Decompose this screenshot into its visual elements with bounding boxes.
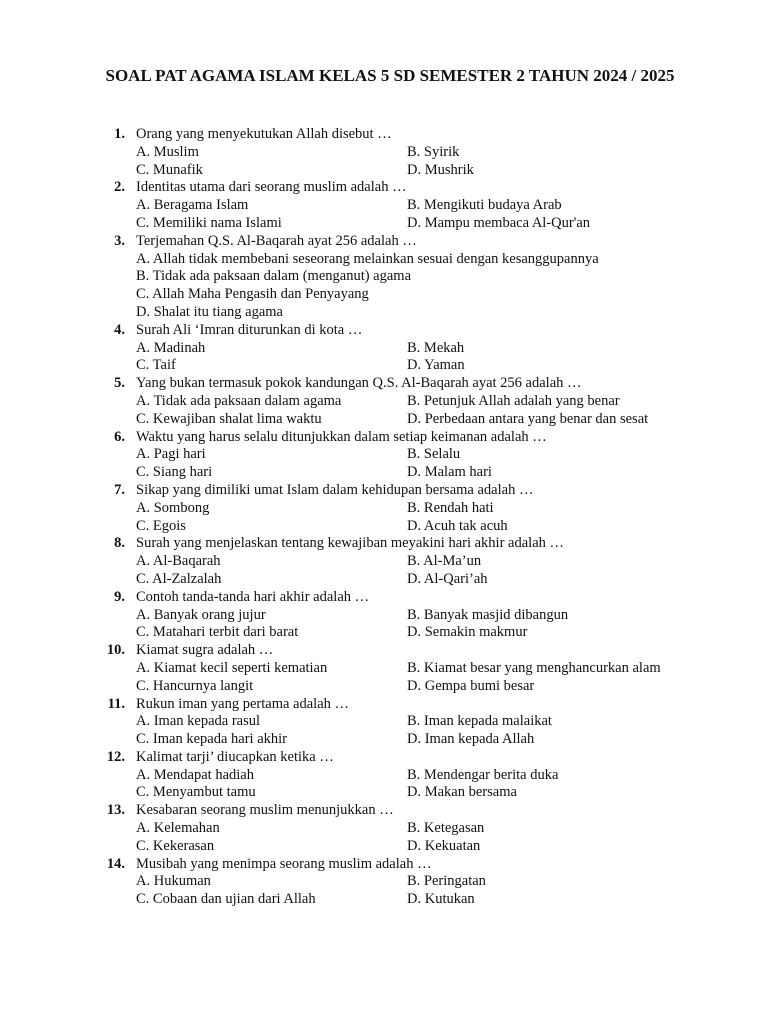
answer-option: D. Iman kepada Allah bbox=[407, 731, 535, 748]
question-text: Surah Ali ‘Imran diturunkan di kota … bbox=[136, 321, 363, 338]
question-stem bbox=[0, 179, 768, 197]
question-item bbox=[0, 322, 768, 375]
question-stem bbox=[0, 482, 768, 500]
question-number: 12. bbox=[106, 748, 125, 765]
question-stem bbox=[0, 696, 768, 714]
answer-option: B. Mekah bbox=[407, 339, 465, 356]
answer-option: D. Makan bersama bbox=[407, 784, 517, 801]
answer-options bbox=[0, 197, 768, 233]
answer-option: A. Al-Baqarah bbox=[136, 553, 221, 570]
answer-options bbox=[0, 767, 768, 803]
answer-option: B. Selalu bbox=[407, 446, 461, 463]
answer-option: A. Allah tidak membebani seseorang melainkan sesuai dengan kesanggupannya bbox=[136, 250, 599, 267]
answer-option: A. Pagi hari bbox=[136, 446, 206, 463]
answer-option: A. Iman kepada rasul bbox=[136, 713, 261, 730]
question-item bbox=[0, 535, 768, 588]
answer-option: B. Banyak masjid dibangun bbox=[407, 606, 569, 623]
question-text: Terjemahan Q.S. Al-Baqarah ayat 256 adalah … bbox=[136, 232, 417, 249]
question-item bbox=[0, 429, 768, 482]
answer-option: C. Kewajiban shalat lima waktu bbox=[136, 410, 322, 427]
question-text: Surah yang menjelaskan tentang kewajiban meyakini hari akhir adalah … bbox=[136, 535, 565, 552]
question-list bbox=[0, 126, 768, 909]
answer-option: A. Hukuman bbox=[136, 873, 211, 890]
answer-options bbox=[0, 873, 768, 909]
answer-option: D. Kutukan bbox=[407, 891, 475, 908]
answer-option: D. Mampu membaca Al-Qur'an bbox=[407, 214, 591, 231]
answer-options bbox=[0, 713, 768, 749]
question-number: 8. bbox=[114, 535, 125, 552]
answer-option: D. Kekuatan bbox=[407, 837, 481, 854]
answer-option: A. Banyak orang jujur bbox=[136, 606, 266, 623]
question-stem bbox=[0, 856, 768, 874]
answer-option: D. Perbedaan antara yang benar dan sesat bbox=[407, 410, 649, 427]
question-number: 9. bbox=[114, 588, 125, 605]
answer-option: D. Semakin makmur bbox=[407, 624, 528, 641]
question-text: Kesabaran seorang muslim menunjukkan … bbox=[136, 802, 394, 819]
answer-option: C. Taif bbox=[136, 357, 176, 374]
answer-options bbox=[0, 251, 768, 322]
answer-option: B. Kiamat besar yang menghancurkan alam bbox=[407, 659, 661, 676]
answer-options bbox=[0, 500, 768, 536]
question-stem bbox=[0, 535, 768, 553]
question-item bbox=[0, 375, 768, 428]
answer-option: C. Cobaan dan ujian dari Allah bbox=[136, 891, 316, 908]
question-item bbox=[0, 233, 768, 322]
answer-option: D. Al-Qari’ah bbox=[407, 570, 488, 587]
question-item bbox=[0, 589, 768, 642]
answer-option: C. Siang hari bbox=[136, 464, 213, 481]
question-stem bbox=[0, 126, 768, 144]
answer-option: D. Yaman bbox=[407, 357, 465, 374]
question-stem bbox=[0, 749, 768, 767]
answer-options bbox=[0, 144, 768, 180]
answer-option: C. Allah Maha Pengasih dan Penyayang bbox=[136, 286, 369, 303]
question-item bbox=[0, 179, 768, 232]
answer-option: B. Tidak ada paksaan dalam (menganut) agama bbox=[136, 268, 412, 285]
answer-option: C. Kekerasan bbox=[136, 837, 215, 854]
question-stem bbox=[0, 642, 768, 660]
answer-option: A. Sombong bbox=[136, 499, 210, 516]
question-number: 5. bbox=[114, 375, 125, 392]
answer-option: B. Rendah hati bbox=[407, 499, 494, 516]
answer-option: C. Al-Zalzalah bbox=[136, 570, 222, 587]
answer-option: C. Menyambut tamu bbox=[136, 784, 256, 801]
answer-options bbox=[0, 820, 768, 856]
question-number: 7. bbox=[114, 481, 125, 498]
question-number: 1. bbox=[114, 126, 125, 142]
page-title: SOAL PAT AGAMA ISLAM KELAS 5 SD SEMESTER 2 TAHUN 2024 / 2025 bbox=[105, 66, 675, 85]
answer-options bbox=[0, 607, 768, 643]
question-number: 13. bbox=[106, 802, 125, 819]
question-stem bbox=[0, 589, 768, 607]
question-item bbox=[0, 802, 768, 855]
answer-option: B. Petunjuk Allah adalah yang benar bbox=[407, 392, 620, 409]
answer-option: D. Shalat itu tiang agama bbox=[136, 303, 283, 320]
answer-option: C. Egois bbox=[136, 517, 186, 534]
answer-option: A. Mendapat hadiah bbox=[136, 766, 254, 783]
question-text: Kiamat sugra adalah … bbox=[136, 642, 274, 659]
question-text: Waktu yang harus selalu ditunjukkan dalam setiap keimanan adalah … bbox=[136, 428, 547, 445]
question-text: Rukun iman yang pertama adalah … bbox=[136, 695, 350, 712]
question-stem bbox=[0, 802, 768, 820]
question-number: 2. bbox=[114, 179, 125, 196]
answer-option: A. Kelemahan bbox=[136, 820, 220, 837]
answer-option: D. Malam hari bbox=[407, 464, 492, 481]
question-text: Contoh tanda-tanda hari akhir adalah … bbox=[136, 588, 370, 605]
answer-option: A. Madinah bbox=[136, 339, 206, 356]
question-item bbox=[0, 126, 768, 179]
answer-option: C. Matahari terbit dari barat bbox=[136, 624, 299, 641]
answer-option: C. Iman kepada hari akhir bbox=[136, 731, 287, 748]
answer-option: B. Mendengar berita duka bbox=[407, 766, 559, 783]
answer-option: C. Memiliki nama Islami bbox=[136, 214, 282, 231]
answer-option: B. Syirik bbox=[407, 143, 460, 160]
answer-options bbox=[0, 660, 768, 696]
answer-options bbox=[0, 340, 768, 376]
question-text: Identitas utama dari seorang muslim adalah … bbox=[136, 179, 407, 196]
question-item bbox=[0, 696, 768, 749]
question-stem bbox=[0, 429, 768, 447]
question-text: Orang yang menyekutukan Allah disebut … bbox=[136, 126, 392, 142]
answer-option: B. Mengikuti budaya Arab bbox=[407, 197, 562, 214]
question-number: 3. bbox=[114, 232, 125, 249]
answer-options bbox=[0, 393, 768, 429]
answer-option: A. Tidak ada paksaan dalam agama bbox=[136, 392, 342, 409]
answer-option: D. Mushrik bbox=[407, 161, 474, 178]
question-stem bbox=[0, 375, 768, 393]
question-number: 14. bbox=[106, 855, 125, 872]
answer-option: B. Ketegasan bbox=[407, 820, 485, 837]
question-stem bbox=[0, 233, 768, 251]
question-text: Sikap yang dimiliki umat Islam dalam kehidupan bersama adalah … bbox=[136, 481, 534, 498]
question-item bbox=[0, 482, 768, 535]
question-stem bbox=[0, 322, 768, 340]
question-item bbox=[0, 856, 768, 909]
question-number: 10. bbox=[106, 642, 125, 659]
question-item bbox=[0, 749, 768, 802]
answer-option: A. Beragama Islam bbox=[136, 197, 249, 214]
answer-option: D. Acuh tak acuh bbox=[407, 517, 508, 534]
answer-option: A. Muslim bbox=[136, 143, 199, 160]
answer-option: B. Al-Ma’un bbox=[407, 553, 482, 570]
question-number: 4. bbox=[114, 321, 125, 338]
answer-option: A. Kiamat kecil seperti kematian bbox=[136, 659, 328, 676]
question-number: 6. bbox=[114, 428, 125, 445]
answer-option: C. Munafik bbox=[136, 161, 203, 178]
question-text: Yang bukan termasuk pokok kandungan Q.S. Al-Baqarah ayat 256 adalah … bbox=[136, 375, 582, 392]
question-number: 11. bbox=[107, 695, 125, 712]
question-text: Kalimat tarji’ diucapkan ketika … bbox=[136, 748, 334, 765]
answer-options bbox=[0, 446, 768, 482]
answer-option: B. Peringatan bbox=[407, 873, 486, 890]
answer-option: B. Iman kepada malaikat bbox=[407, 713, 552, 730]
answer-option: D. Gempa bumi besar bbox=[407, 677, 535, 694]
question-text: Musibah yang menimpa seorang muslim adalah … bbox=[136, 855, 432, 872]
question-item bbox=[0, 642, 768, 695]
answer-option: C. Hancurnya langit bbox=[136, 677, 254, 694]
answer-options bbox=[0, 553, 768, 589]
